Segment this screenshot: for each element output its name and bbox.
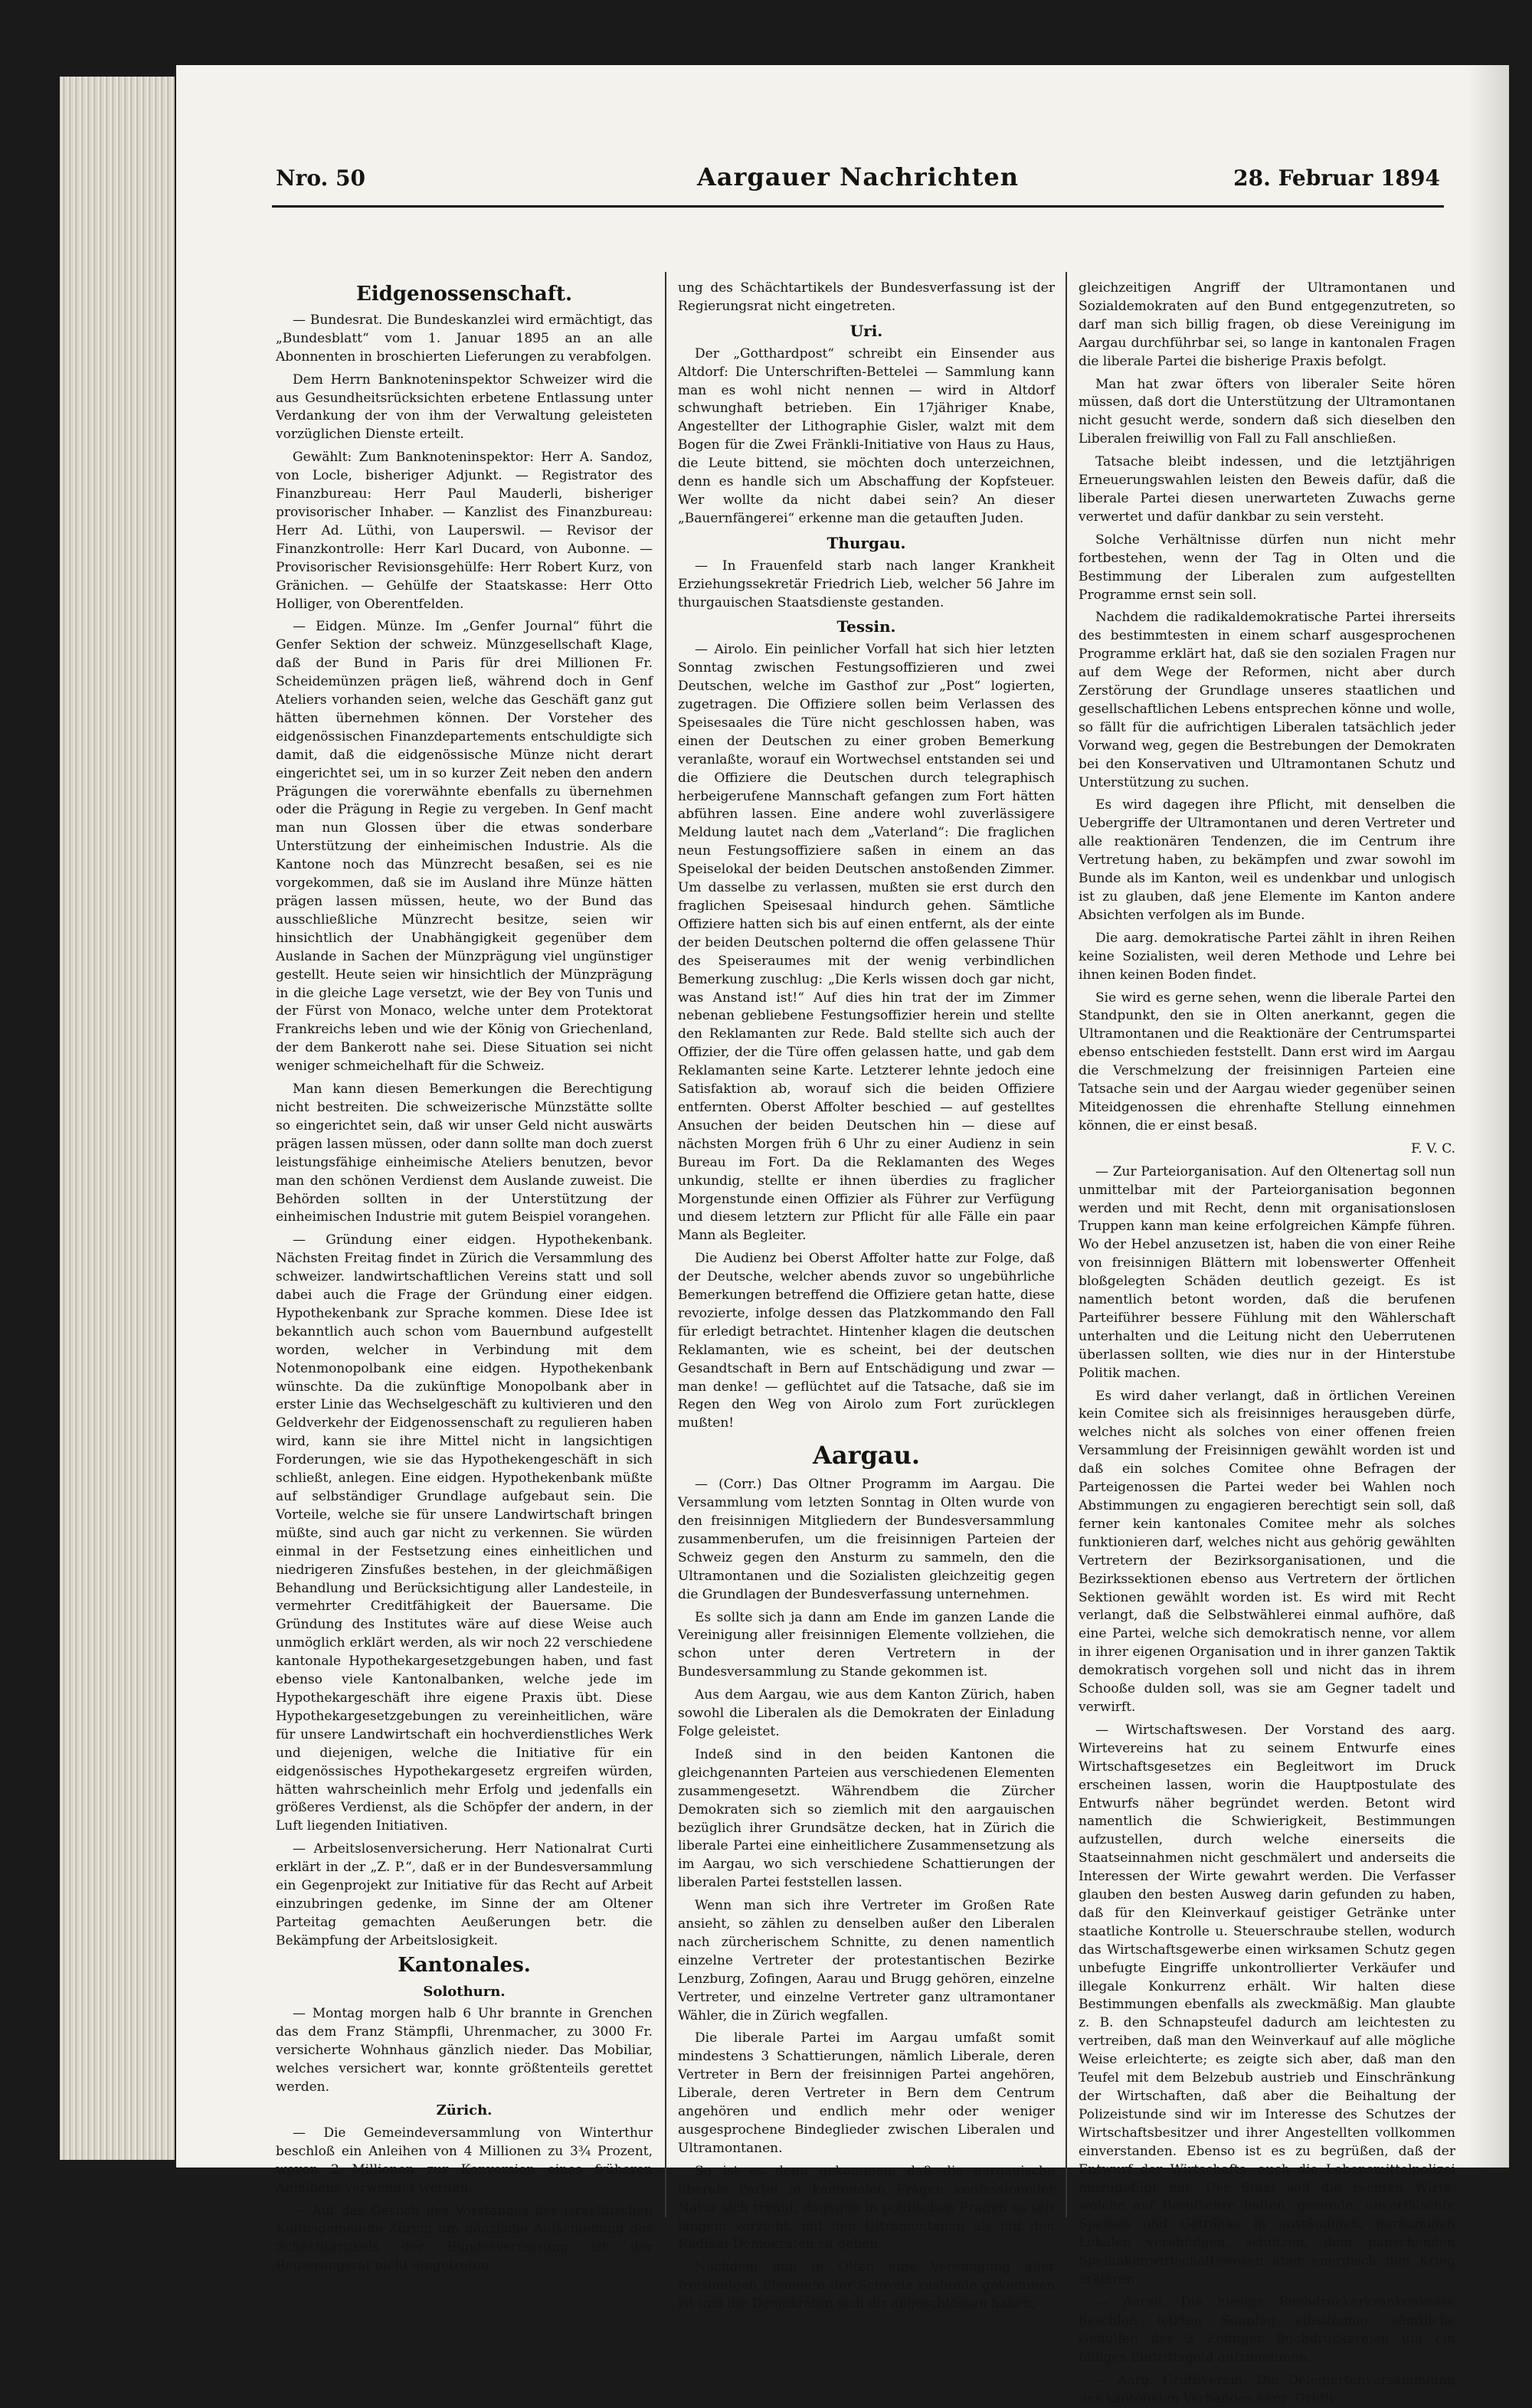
- column-rule: [1066, 272, 1067, 2217]
- article-paragraph: Es wird dagegen ihre Pflicht, mit denselben die Uebergriffe der Ultramontanen und deren Vertreter und alle reaktionären Tendenzen, die im Centrum ihre Vertretung haben, zu bekämpfen und zwar sowohl im Bunde als im Kanton, weil es undenkbar und unlogisch ist zu glauben, daß jene Elemente im Kanton andere Absichten verfolgen als im Bunde.: [1079, 797, 1455, 923]
- subheading-uri: Uri.: [849, 321, 883, 340]
- issue-number: Nro. 50: [276, 165, 365, 191]
- article-paragraph: Sie wird es gerne sehen, wenn die liberale Partei den Standpunkt, den sie in Olten anerkannt, gegen die Ultramontanen und die Reaktionäre der Centrumspartei ebenso entschieden feststellt. Dann erst wird im Aargau die Verschmelzung der freisinnigen Parteien eine Tatsache sein und der Aargau wieder gegenüber seinen Miteidgenossen die ehrenhafte Stellung einnehmen können, die er einst besaß.: [1079, 990, 1455, 1134]
- header-rule: [272, 205, 1444, 208]
- article-paragraph: Nachdem die radikaldemokratische Partei ihrerseits des bestimmtesten in einem scharf ausgesprochenen Programme erklärt hat, daß sie den sozialen Fragen nur auf dem Wege der Reformen, nicht aber durch Zerstörung der Grundlage unseres staatlichen und gesellschaftlichen Lebens entsprechen könne und wolle, so fällt für die aufrichtigen Liberalen tatsächlich jeder Vorwand weg, gegen die Bestrebungen der Demokraten bei den Konservativen und Ultramontanen Schutz und Unterstützung zu suchen.: [1079, 610, 1455, 790]
- issue-date: 28. Februar 1894: [1233, 165, 1440, 191]
- column-3: [1079, 280, 1455, 2406]
- article-paragraph: Die liberale Partei im Aargau umfaßt somit mindestens 3 Schattierungen, nämlich Liberale, deren Vertreter in Bern der freisinnigen Partei angehören, Liberale, deren Vertreter in Bern dem Centrum angehören und endlich mehr oder weniger ausgesprochene Bindeglieder zwischen Liberalen und Ultramontanen.: [678, 2030, 1055, 2156]
- article-paragraph: — Wirtschaftswesen. Der Vorstand des aarg. Wirtevereins hat zu seinem Entwurfe eines Wirtschaftsgesetzes ein Begleitwort im Druck erscheinen lassen, worin die Hauptpostulate des Entwurfs näher begründet werden. Betont wird namentlich die Schwierigkeit, Bestimmungen aufzustellen, durch welche einerseits die Staatseinnahmen nicht geschmälert und anderseits die Interessen der Wirte gewahrt werden. Die Verfasser glauben den besten Ausweg darin gefunden zu haben, daß für den Kleinverkauf geistiger Getränke unter staatliche Kontrolle u. Steuerschraube stellen, wodurch das Wirtschaftsgewerbe einen wirksamen Schutz gegen unbefugte Eingriffe unkontrollierter Verkäufer und illegale Konkurrenz erhält. Wir halten diese Bestimmungen ebenfalls als zweckmäßig. Man glaubte z. B. den Schnapsteufel dadurch am leichtesten zu vertreiben, daß man den Weinverkauf auf alle mögliche Weise erleichterte; es zeigte sich aber, daß man den Teufel mit dem Belzebub austrieb und Einschränkung der Wirtschaften, daß aber die Beihaltung der Polizeistunde sind wir im Interesse des Schutzes der Wirtschaftsbesitzer und ihrer Angestellten vollkommen einverstanden. Ebenso ist es zu begrüßen, daß der Entwurf der Wirtschafts- auch die Lebensmittelpolizei hinzugefügt hat. Der Staat soll die rechten Wirte, welche auf Berufsehre halten, gesunde, unverfälschte Speisen und Getränke in anständigen, geräumigen Lokalen verabfolgen, schützen, dem panschenden Spelunkenwirtschaftswesen aber energisch den Krieg erklären.: [1079, 1722, 1455, 2288]
- article-paragraph: gleichzeitigen Angriff der Ultramontanen und Sozialdemokraten auf den Bund entgegenzutreten, so darf man sich billig fragen, ob diese Vereinigung im Aargau durchführbar sei, so lange in kantonalen Fragen die liberale Partei die bisherige Praxis befolgt.: [1079, 280, 1455, 369]
- article-paragraph: Nachdem nun in Olten eine Vereinigung aller freisinnigen Elemente der Schweiz zustande gekommen ist und die Demokraten sich ihr angeschlossen haben,: [678, 2259, 1055, 2312]
- article-paragraph: Die aarg. demokratische Partei zählt in ihren Reihen keine Sozialisten, weil deren Methode und Lehre bei ihnen keinen Boden findet.: [1079, 930, 1455, 983]
- article-paragraph: — Die Gemeindeversammlung von Winterthur beschloß ein Anleihen von 4 Millionen zu 3¾ Prozent, wovon 2 Millionen zur Konversion eines früheren Anleihens verwendet werden.: [276, 2125, 653, 2196]
- article-paragraph: — Aarg. Grütliverein. Die Delegiertenversammlung des kantonalen Verbandes aarg. Grütli-: [1079, 2372, 1455, 2406]
- article-paragraph: Solche Verhältnisse dürfen nun nicht mehr fortbestehen, wenn der Tag in Olten und die Bestimmung der Liberalen zum aufgestellten Programme ernst sein soll.: [1079, 532, 1455, 603]
- newspaper-page: [176, 65, 1509, 2406]
- article-paragraph: — (Corr.) Das Oltner Programm im Aargau. Die Versammlung vom letzten Sonntag in Olten wurde von den freisinnigen Mitgliedern der Bundesversammlung zusammenberufen, um die freisinnigen Parteien der Schweiz gegen den Ansturm zu sammeln, den die Ultramontanen und die Sozialisten gleichzeitig gegen die Grundlagen der Bundesverfassung unternehmen.: [678, 1477, 1055, 1602]
- article-paragraph: Es sollte sich ja dann am Ende im ganzen Lande die Vereinigung aller freisinnigen Elemente vollziehen, die schon unter deren Vertretern in der Bundesversammlung zu Stande gekommen ist.: [678, 1609, 1055, 1680]
- article-paragraph: Der „Gotthardpost“ schreibt ein Einsender aus Altdorf: Die Unterschriften-Bettelei — Sammlung kann man es wohl nicht nennen — wird in Altdorf schwunghaft betrieben. Ein 17jähriger Knabe, Angestellter der Lithographie Gisler, walzt mit dem Bogen für die Zwei Fränkli-Initiative von Haus zu Haus, die Leute bittend, sie möchten doch unterzeichnen, denn es handle sich um Abschaffung der Kopfsteuer. Wer wollte da nicht dabei sein? An dieser „Bauernfängerei“ erkenne man die getauften Juden.: [678, 345, 1055, 526]
- newspaper-title: Aargauer Nachrichten: [696, 162, 1020, 191]
- subheading-thurgau: Thurgau.: [827, 533, 906, 552]
- article-paragraph: — Auf das Gesuch des Vorstandes der israelitischen Kultusgemeinde Zürich um gänzliche Aufschiebung des Schächtartikels der Bundesverfassung ist der Regierungsrat nicht eingetreten.: [276, 2203, 653, 2274]
- subheading-solothurn: Solothurn.: [423, 1983, 506, 2000]
- article-paragraph: Gewählt: Zum Banknoteninspektor: Herr A. Sandoz, von Locle, bisheriger Adjunkt. — Registrator des Finanzbureau: Herr Paul Mauderli, bisheriger provisorischer Inhaber. — Kanzlist des Finanzbureau: Herr Ad. Lüthi, von Lauperswil. — Revisor der Finanzkontrolle: Herr Karl Ducard, von Aubonne. — Provisorischer Revisionsgehülfe: Herr Robert Kurz, von Gränichen. — Gehülfe der Staatskasse: Herr Otto Holliger, von Oberentfelden.: [276, 450, 653, 612]
- subheading-zuerich: Zürich.: [436, 2102, 493, 2118]
- article-paragraph: Indeß sind in den beiden Kantonen die gleichgenannten Parteien aus verschiedenen Elementen zusammengesetzt. Währendbem die Zürcher Demokraten sich so ziemlich mit den aargauischen bezüglich ihrer Grundsätze decken, hat in Zürich die liberale Partei eine einheitlichere Zusammensetzung als im Aargau, wo sich verschiedene Schattierungen der liberalen Partei feststellen lassen.: [678, 1746, 1055, 1891]
- book-page-edges: [60, 77, 175, 2160]
- subheading-tessin: Tessin.: [836, 617, 896, 636]
- article-paragraph: Aus dem Aargau, wie aus dem Kanton Zürich, haben sowohl die Liberalen als die Demokraten der Einladung Folge geleistet.: [678, 1687, 1055, 1739]
- article-paragraph: — Gründung einer eidgen. Hypothekenbank. Nächsten Freitag findet in Zürich die Versammlung des schweizer. landwirtschaftlichen Vereins statt und soll dabei auch die Frage der Gründung einer eidgen. Hypothekenbank zur Sprache kommen. Diese Idee ist bekanntlich auch schon vom Bauernbund aufgestellt worden, welcher in Verbindung mit dem Notenmonopolbank eine eidgen. Hypothekenbank wünschte. Da die zukünftige Monopolbank aber in erster Linie das Wechselgeschäft zu kultivieren und den Geldverkehr der Eidgenossenschaft zu regulieren haben wird, kann sie ihre Mittel nicht in langsichtigen Forderungen, wie sie das Hypothekengeschäft in sich schließt, anlegen. Eine eidgen. Hypothekenbank müßte auf selbständiger Grundlage aufgebaut sein. Die Vorteile, welche sie für unsere Landwirtschaft bringen müßte, sind auch gar nicht zu verkennen. Sie würden einmal in der Festsetzung eines einheitlichen und niedrigeren Zinsfußes bestehen, in der gleichmäßigen Behandlung und Berücksichtigung aller Landesteile, in vermehrter Creditfähigkeit der Bauersame. Die Gründung des Institutes wäre auf diese Weise auch unmöglich erklärt werden, als wir noch 22 verschiedene kantonale Hypothekargesetzgebungen haben, und fast ebenso viele Kantonalbanken, welche jede im Hypothekargeschäft ihre eigene Praxis übt. Diese Hypothekargesetzgebungen zu vereinheitlichen, wäre für unsere Landwirtschaft ein hochverdienstliches Werk und diejenigen, welche die Initiative für ein eidgenössisches Hypothekargesetz ergreifen würden, hätten wahrscheinlich mehr Erfolg und jedenfalls ein größeres Verdienst, als die Schöpfer der andern, in der Luft liegenden Initiativen.: [276, 1232, 653, 1834]
- section-heading-aargau: Aargau.: [813, 1441, 920, 1471]
- section-heading-kantonales: Kantonales.: [398, 1953, 531, 1977]
- section-heading-eidgenossenschaft: Eidgenossenschaft.: [355, 283, 573, 306]
- article-paragraph: — Zur Parteiorganisation. Auf den Oltenertag soll nun unmittelbar mit der Parteiorganisation begonnen werden und mit Recht, denn mit organisationslosen Truppen kann man keine erfolgreichen Kämpfe führen. Wo der Hebel anzusetzen ist, haben die von einer Reihe von freisinnigen Blättern mit lobenswerter Offenheit bloßgelegten Schäden deutlich gezeigt. Es ist namentlich betont worden, daß die berufenen Parteiführer bessere Fühlung mit den Wählerschaft unterhalten und die Leitung nicht den Ueberrutenen überlassen sollten, wie dies nur in der Hinterstube Politik machen.: [1079, 1163, 1455, 1381]
- article-paragraph: Man kann diesen Bemerkungen die Berechtigung nicht bestreiten. Die schweizerische Münzstätte sollte so eingerichtet sein, daß wir unser Geld nicht auswärts prägen lassen müssen, oder dann sollte man doch zuerst leistungsfähige einheimische Ateliers benutzen, bevor man den schönen Verdienst dem Auslande zuweist. Die Behörden sollten in der Unterstützung der einheimischen Industrie mit gutem Beispiel vorangehen.: [276, 1081, 653, 1225]
- article-signature: F. V. C.: [1411, 1140, 1455, 1157]
- article-paragraph: — Aarau. Die hiesige Buchdruckerkrankenkasse beschloß letzten Sonntag einstimmig, sämtliche Gehülfen der 3 Zofinger Buchdruckereien um ein billiges Eintrittsgeld aufzunehmen.: [1079, 2294, 1455, 2365]
- page-header: [276, 161, 1440, 196]
- column-1: [276, 280, 653, 2274]
- article-paragraph: Tatsache bleibt indessen, und die letztjährigen Erneuerungswahlen leisten den Beweis dafür, daß die liberale Partei diesen unerwarteten Zuwachs gerne verwertet und dafür dankbar zu sein versteht.: [1079, 454, 1455, 525]
- article-paragraph: ung des Schächtartikels der Bundesverfassung ist der Regierungsrat nicht eingetreten.: [678, 280, 1055, 314]
- column-rule: [665, 272, 666, 2217]
- article-paragraph: Man hat zwar öfters von liberaler Seite hören müssen, daß dort die Unterstützung der Ultramontanen nicht gesucht werde, sondern daß sich dieselben den Liberalen freiwillig von Fall zu Fall anschließen.: [1079, 376, 1455, 447]
- article-paragraph: — Bundesrat. Die Bundeskanzlei wird ermächtigt, das „Bundesblatt“ vom 1. Januar 1895 an an alle Abonnenten in broschierten Lieferungen zu verabfolgen.: [276, 312, 653, 365]
- article-paragraph: — In Frauenfeld starb nach langer Krankheit Erziehungssekretär Friedrich Lieb, welcher 56 Jahre im thurgauischen Staatsdienste gestanden.: [678, 558, 1055, 610]
- article-paragraph: — Arbeitslosenversicherung. Herr Nationalrat Curti erklärt in der „Z. P.“, daß er in der Bundesversammlung ein Gegenprojekt zur Initiative für das Recht auf Arbeit einzubringen gedenke, im Sinne der am Oltener Parteitag gemachten Aeußerungen betr. die Bekämpfung der Arbeitslosigkeit.: [276, 1841, 653, 1948]
- article-paragraph: Die Audienz bei Oberst Affolter hatte zur Folge, daß der Deutsche, welcher abends zuvor so ungebührliche Bemerkungen betreffend die Offiziere getan hatte, diese revozierte, infolge dessen das Platzkommando den Fall für erledigt betrachtet. Hintenher klagen die deutschen Reklamanten, wie es scheint, bei der deutschen Gesandtschaft in Bern auf Entschädigung und zwar — man denke! — geflüchtet auf die Tatsache, daß sie im Regen den Weg von Airolo zum Fort zurücklegen mußten!: [678, 1251, 1055, 1431]
- article-paragraph: — Eidgen. Münze. Im „Genfer Journal“ führt die Genfer Sektion der schweiz. Münzgesellschaft Klage, daß der Bund in Paris für drei Millionen Fr. Scheidemünzen prägen ließ, während doch in Genf Ateliers vorhanden seien, welche das Geschäft ganz gut hätten übernehmen können. Der Vorsteher des eidgenössischen Finanzdepartements entschuldigte sich damit, daß die eidgenössische Münze nicht derart eingerichtet sei, um in so kurzer Zeit neben den andern Prägungen die vorerwähnte ebenfalls zu übernehmen oder die Prägung in Regie zu vergeben. In Genf macht man nun Glossen über die etwas sonderbare Unterstützung der einheimischen Industrie. Als die Kantone noch das Münzrecht besaßen, sei es nie vorgekommen, daß sie im Ausland ihre Münze hätten prägen lassen müssen, heute, wo der Bund das ausschließliche Münzrecht besitze, seien wir hinsichtlich der Unabhängigkeit gegenüber dem Auslande in Sachen der Münzprägung viel ungünstiger gestellt. Heute seien wir hinsichtlich der Münzprägung in die gleiche Lage versetzt, wie der Bey von Tunis und der Fürst von Monaco, welche unter dem Protektorat Frankreichs leben und wie der König von Griechenland, der dem Bankerott nahe sei. Diese Situation sei nicht weniger schmeichelhaft für die Schweiz.: [276, 619, 653, 1075]
- article-paragraph: Wenn man sich ihre Vertreter im Großen Rate ansieht, so zählen zu denselben außer den Liberalen nach zürcherischem Schnitte, zu denen namentlich einzelne Vertreter der protestantischen Bezirke Lenzburg, Zofingen, Aarau und Brugg gehören, einzelne Vertreter, und einzelne Vertreter ganz ultramontaner Wähler, die in Zürich wegfallen.: [678, 1898, 1055, 2024]
- page-shadow: [1467, 65, 1509, 2168]
- article-paragraph: So ist es denn gekommen, daß die aargauische liberale Partei in kantonalen Fragen konfessioneller Natur sich trennt, dagegen in politischen Fragen es seit langem vorzieht, mit den Ultramontanen als mit den Radikal-Demokraten zu gehen.: [678, 2163, 1055, 2253]
- article-paragraph: — Montag morgen halb 6 Uhr brannte in Grenchen das dem Franz Stämpfli, Uhrenmacher, zu 3000 Fr. versicherte Wohnhaus gänzlich nieder. Das Mobiliar, welches versichert war, konnte größtenteils gerettet werden.: [276, 2006, 653, 2096]
- column-2: [678, 280, 1055, 2312]
- article-paragraph: Es wird daher verlangt, daß in örtlichen Vereinen kein Comitee sich als freisinniges herausgeben dürfe, welches nicht als solches von einer offenen freien Versammlung der Freisinnigen gewählt worden ist und daß ein solches Comitee ohne Befragen der Parteigenossen die Partei weder bei Wahlen noch Abstimmungen zu engagieren berechtigt sein soll, daß ferner kein kantonales Comitee mehr als solches funktionieren darf, welches nicht aus gehörig gewählten Vertretern der Bezirksorganisationen, und die Bezirkssektionen ebenso aus Vertretern der örtlichen Sektionen gewählt worden ist. Es wird mit Recht verlangt, daß die Selbstwählerei einmal aufhöre, daß eine Partei, welche sich demokratisch nenne, vor allem in ihrer eigenen Organisation und in ihrer ganzen Taktik demokratisch vorgehen soll und nicht das in ihrem Schooße dulden soll, was sie am Gegner tadelt und verwirft.: [1079, 1388, 1455, 1715]
- article-paragraph: Dem Herrn Banknoteninspektor Schweizer wird die aus Gesundheitsrücksichten erbetene Entlassung unter Verdankung der von ihm der Verwaltung geleisteten vorzüglichen Dienste erteilt.: [276, 371, 653, 443]
- article-paragraph: — Airolo. Ein peinlicher Vorfall hat sich hier letzten Sonntag zwischen Festungsoffizieren und zwei Deutschen, welche im Gasthof zur „Post“ logierten, zugetragen. Die Offiziere sollen beim Verlassen des Speisesaales die Türe nicht geschlossen haben, was einen der Deutschen zu einer groben Bemerkung veranlaßte, worauf ein Wortwechsel entstanden sei und die Offiziere die Deutschen durch telegraphisch herbeigerufene Mannschaft gefangen zum Fort hätten abführen lassen. Eine andere wohl zuverlässigere Meldung lautet nach dem „Vaterland“: Die fraglichen neun Festungsoffiziere saßen in einem an das Speiselokal der beiden Deutschen anstoßenden Zimmer. Um dasselbe zu verlassen, mußten sie erst durch den fraglichen Speisesaal hindurch gehen. Sämtliche Offiziere hatten sich bis auf einen entfernt, als der einte der beiden Deutschen polternd die offen gelassene Thür des Speiseraumes mit der wenig verbindlichen Bemerkung zuschlug: „Die Kerls wissen doch gar nicht, was Anstand ist!“ Auf dies hin trat der im Zimmer nebenan gebliebene Festungsoffizier herein und stellte den Reklamanten zur Rede. Bald stellte sich auch der Offizier, der die Türe offen gelassen hatte, und gab dem Reklamanten seine Karte. Letzterer lehnte jedoch eine Satisfaktion ab, worauf sich die beiden Offiziere entfernten. Oberst Affolter beschied — auf gestelltes Ansuchen der beiden Deutschen hin — diese auf nächsten Morgen früh 6 Uhr zu einer Audienz in sein Bureau im Fort. Da die Reklamanten des Weges unkundig, stellte er ihnen überdies zu fraglicher Morgenstunde einen Offizier als Führer zur Verfügung und diesem letztern zur Pflicht für alle Fälle ein paar Mann als Begleiter.: [678, 642, 1055, 1244]
